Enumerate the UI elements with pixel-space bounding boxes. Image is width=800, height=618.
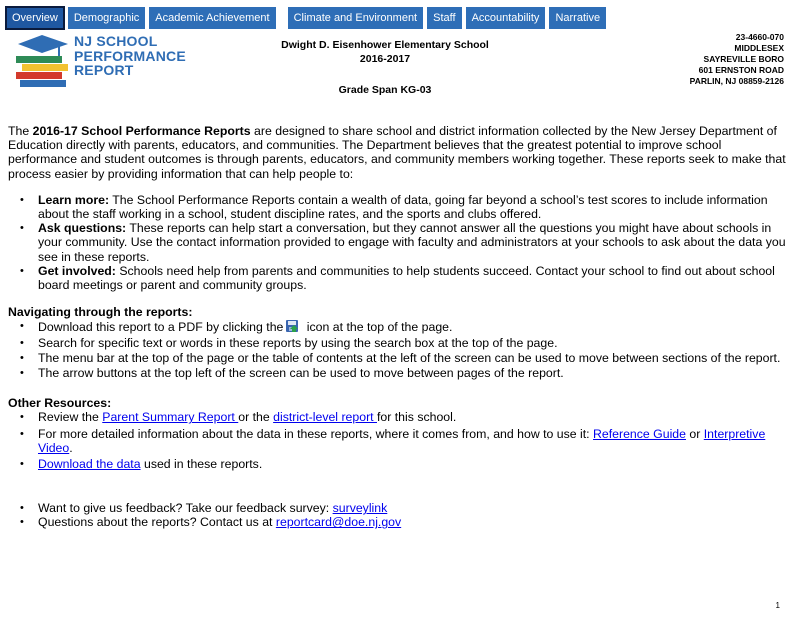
school-header — [250, 38, 520, 97]
detail-mid: or — [685, 426, 704, 441]
nj-school-performance-logo — [14, 32, 194, 88]
download-post: used in these reports. — [140, 457, 263, 472]
purpose-list — [8, 193, 788, 292]
graduation-cap-books-icon — [14, 32, 72, 88]
nav-tab-bar — [6, 7, 606, 29]
tab-academic-achievement[interactable]: Academic Achievement — [149, 7, 275, 29]
review-mid: or the — [238, 410, 274, 425]
page-number: 1 — [775, 601, 780, 610]
list-item — [8, 501, 788, 515]
intro-paragraph — [8, 124, 788, 181]
feedback-list — [8, 501, 788, 529]
district-report-link[interactable]: district-level report — [273, 410, 377, 425]
survey-link[interactable]: surveylink — [332, 501, 388, 516]
county: MIDDLESEX — [734, 43, 784, 53]
list-item — [8, 457, 788, 471]
contact-email-link[interactable]: reportcard@doe.nj.gov — [275, 515, 402, 530]
other-resources-list — [8, 410, 788, 471]
other-resources-heading: Other Resources: — [8, 396, 112, 411]
bullet-text: These reports can help start a conversation, but they cannot answer all the questions you might have about schools in your community. Use the contact information provided to engage with faculty and administrators at your schools to ask about the data you see in these reports. — [38, 221, 786, 264]
tab-accountability[interactable]: Accountability — [466, 7, 546, 29]
bullet-title: Get involved: — [38, 263, 116, 278]
other-resources-section — [8, 396, 788, 471]
tab-climate-environment[interactable]: Climate and Environment — [288, 7, 424, 29]
street: 601 ERNSTON ROAD — [698, 65, 784, 75]
school-address — [690, 32, 784, 87]
district: SAYREVILLE BORO — [703, 54, 784, 64]
list-item — [8, 221, 788, 264]
tab-staff[interactable]: Staff — [427, 7, 461, 29]
school-code: 23-4660-070 — [735, 32, 784, 42]
list-item — [8, 193, 788, 221]
download-data-link[interactable]: Download the data — [38, 457, 141, 472]
bullet-text: Schools need help from parents and communities to help students succeed. Contact your school to find out about school board meetings or parent and community groups. — [38, 263, 775, 293]
logo-line-1: NJ SCHOOL — [74, 33, 158, 49]
intro-pre: The — [8, 124, 33, 138]
bullet-title: Learn more: — [38, 192, 110, 207]
tab-overview[interactable]: Overview — [6, 7, 64, 29]
list-item: • The arrow buttons at the top left of the screen can be used to move between pages of the report. — [8, 366, 788, 380]
review-post: for this school. — [377, 410, 457, 425]
feedback-pre: Want to give us feedback? Take our feedback survey: — [38, 501, 333, 516]
download-pdf-icon[interactable] — [285, 319, 299, 333]
school-year: 2016-2017 — [359, 53, 411, 65]
list-item: • The menu bar at the top of the page or the table of contents at the left of the screen can be used to move between sections of the report. — [8, 351, 788, 365]
navigating-list — [8, 319, 788, 380]
pdf-text-post: icon at the top of the page. — [303, 320, 453, 335]
bullet-title: Ask questions: — [38, 221, 127, 236]
navigating-section — [8, 305, 788, 380]
tab-narrative[interactable]: Narrative — [549, 7, 606, 29]
school-name: Dwight D. Eisenhower Elementary School — [281, 39, 489, 51]
bullet-text: The School Performance Reports contain a wealth of data, going far beyond a school’s test scores to include information about the staff working in a school, student discipline rates, and the sports and clubs offered. — [38, 192, 768, 222]
detail-pre: For more detailed information about the data in these reports, where it comes from, and how to use it: — [38, 426, 594, 441]
overview-content — [8, 124, 788, 530]
detail-post: . — [69, 440, 73, 455]
interpretive-video-link[interactable]: Interpretive Video — [38, 426, 766, 455]
logo-line-2: PERFORMANCE — [74, 47, 186, 64]
parent-summary-link[interactable]: Parent Summary Report — [102, 410, 239, 425]
intro-bold: 2016-17 School Performance Reports — [32, 124, 251, 138]
list-item — [8, 319, 788, 334]
logo-text — [74, 34, 186, 78]
list-item: • Search for specific text or words in these reports by using the search box at the top of the page. — [8, 336, 788, 350]
grade-span: Grade Span KG-03 — [338, 84, 432, 96]
tab-demographic[interactable]: Demographic — [68, 7, 145, 29]
list-item — [8, 427, 788, 455]
city: PARLIN, NJ 08859-2126 — [689, 76, 784, 86]
pdf-text-pre: Download this report to a PDF by clicking the — [38, 320, 284, 335]
questions-pre: Questions about the reports? Contact us at — [38, 515, 276, 530]
list-item — [8, 264, 788, 292]
list-item — [8, 410, 788, 424]
list-item — [8, 515, 788, 529]
reference-guide-link[interactable]: Reference Guide — [593, 426, 686, 441]
logo-line-3: REPORT — [74, 62, 134, 78]
intro-post: are designed to share school and district information collected by the New Jersey Department of Education directly with parents, educators, and communities. The Department believes that the greatest potential to improve school performance and student outcomes is through parents, educators, and community members working together. These reports seek to make that process easier by providing information that can help people to: — [8, 124, 786, 181]
navigating-heading: Navigating through the reports: — [8, 305, 193, 320]
review-pre: Review the — [38, 410, 103, 425]
